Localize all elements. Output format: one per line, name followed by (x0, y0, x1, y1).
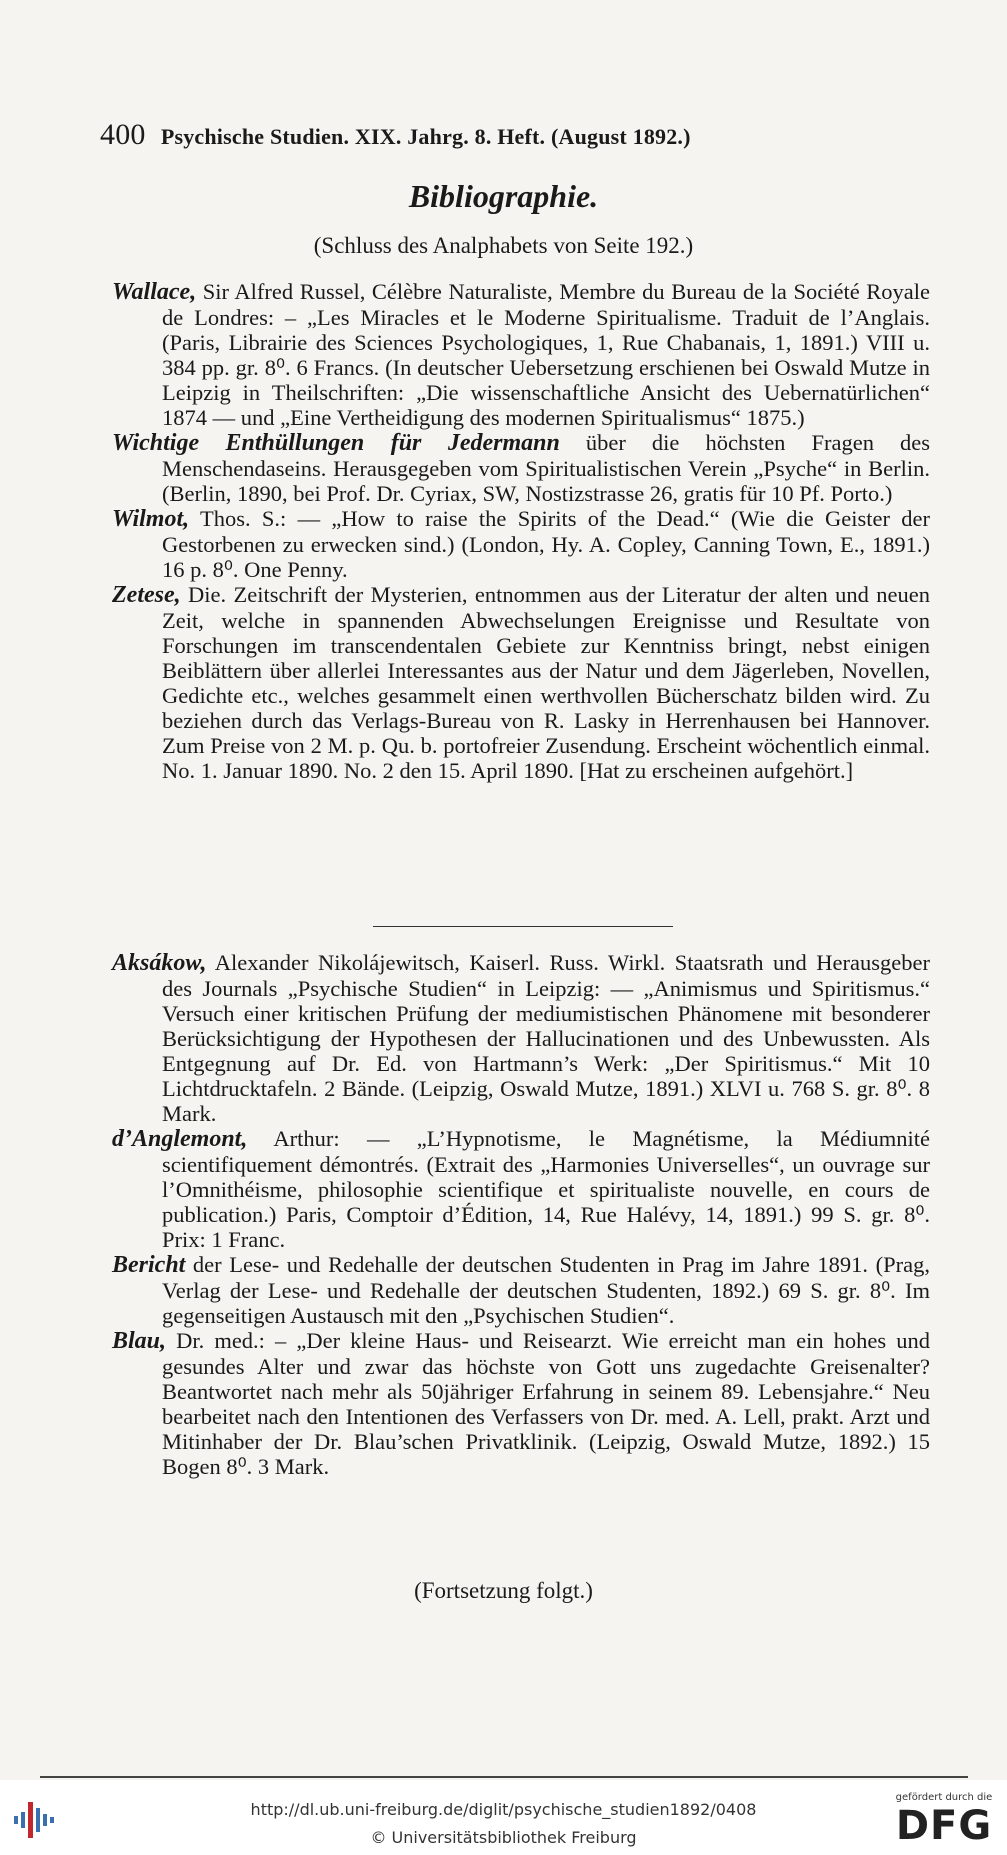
page-number: 400 (100, 118, 146, 151)
entry-text: Thos. S.: — „How to raise the Spirits of the Dead.“ (Wie die Geister der Gestorbenen zu erwecken sind.) (London, Hy. A. Copley, Canning Town, E., 1891.) 16 p. 8⁰. One Penny. (162, 506, 930, 582)
page-bottom-rule (40, 1776, 968, 1778)
entry-text: Arthur: — „L’Hypnotisme, le Magnétisme, la Médiumnité scientifiquement démontrés. (Extrait des „Harmonies Universelles“, un ouvrage sur l’Omnithéisme, philosophie scientifique et spiritualiste nouvelle, en cours de publication.) Paris, Comptoir d’Édition, 14, Rue Halévy, 14, 1891.) 99 S. gr. 8⁰. Prix: 1 Franc. (162, 1126, 930, 1252)
bibliography-list-part-2 (112, 950, 930, 1479)
entry-text: Sir Alfred Russel, Célèbre Naturaliste, Membre du Bureau de la Société Royale de Londres: – „Les Miracles et le Moderne Spiritualisme. Traduit de l’Anglais. (Paris, Librairie des Sciences Psychologiques, 1, Rue Chabanais, 1, 1891.) VIII u. 384 pp. gr. 8⁰. 6 Francs. (In deutscher Uebersetzung erschienen bei Oswald Mutze in Leipzig in Theilschriften: „Die wissenschaftliche Ansicht des Uebernatürlichen“ 1874 — und „Eine Vertheidigung des modernen Spiritualismus“ 1875.) (162, 279, 930, 430)
dfg-funding-note: gefördert durch die (895, 1792, 993, 1803)
entry-head: Wichtige Enthüllungen für Jedermann (112, 430, 560, 456)
bibliography-entry (112, 582, 930, 783)
entry-head: Blau, (112, 1328, 167, 1354)
dfg-badge (888, 1792, 1000, 1848)
entry-head: Wallace, (112, 279, 197, 305)
footer-bar (0, 1784, 1007, 1855)
entry-head: Wilmot, (112, 506, 190, 532)
entry-text: Die. Zeitschrift der Mysterien, entnommen aus der Literatur der alten und neuen Zeit, welche in spannenden Abwechselungen Ereignisse und Resultate von Forschungen im transcendentalen Gebiete zur Kenntniss bringt, nebst einigen Beiblättern über allerlei Interessantes aus der Natur und dem Jägerleben, Novellen, Gedichte etc., welches gesammelt einen werthvollen Bücherschatz bilden wird. Zu beziehen durch das Verlags-Bureau von R. Lasky in Herrenhausen bei Hannover. Zum Preise von 2 M. p. Qu. b. portofreier Zusendung. Erscheint wöchentlich einmal. No. 1. Januar 1890. No. 2 den 15. April 1890. [Hat zu erscheinen aufgehört.] (162, 582, 930, 783)
entry-text: Alexander Nikolájewitsch, Kaiserl. Russ. Wirkl. Staatsrath und Herausgeber des Journals „Psychische Studien“ in Leipzig: — „Animismus und Spiritismus.“ Versuch einer kritischen Prüfung der mediumistischen Phänomene mit besonderer Berücksichtigung der Hypothesen der Hallucinationen und des Unbewussten. Als Entgegnung auf Dr. Ed. von Hartmann’s Werk: „Der Spiritismus.“ Mit 10 Lichtdrucktafeln. 2 Bände. (Leipzig, Oswald Mutze, 1891.) XLVI u. 768 S. gr. 8⁰. 8 Mark. (162, 950, 930, 1126)
entry-text: Dr. med.: – „Der kleine Haus- und Reisearzt. Wie erreicht man ein hohes und gesundes Alter und zwar das höchste von Gott uns zugedachte Greisenalter? Beantwortet nach mehr als 50jähriger Erfahrung in seinem 89. Lebensjahre.“ Neu bearbeitet nach den Intentionen des Verfassers von Dr. med. A. Lell, prakt. Arzt und Mitinhaber der Dr. Blau’schen Privatklinik. (Leipzig, Oswald Mutze, 1892.) 15 Bogen 8⁰. 3 Mark. (162, 1328, 930, 1479)
section-divider (373, 926, 673, 927)
bibliography-entry (112, 506, 930, 582)
entry-head: d’Anglemont, (112, 1126, 248, 1152)
section-title: Bibliographie. (408, 178, 599, 214)
entry-head: Aksákow, (112, 950, 207, 976)
dfg-logo: DFG (895, 1803, 993, 1849)
source-url-link[interactable]: http://dl.ub.uni-freiburg.de/diglit/psychische_studien1892/0408 (250, 1800, 757, 1819)
entry-head: Zetese, (112, 582, 181, 608)
entry-head: Bericht (112, 1252, 186, 1278)
bibliography-entry (112, 1252, 930, 1328)
running-head: Psychische Studien. XIX. Jahrg. 8. Heft. (August 1892.) (160, 124, 691, 149)
bibliography-entry (112, 430, 930, 506)
bibliography-entry (112, 279, 930, 430)
page-header (100, 118, 880, 152)
bibliography-list-part-1 (112, 279, 930, 783)
bibliography-entry (112, 1126, 930, 1252)
bibliography-entry (112, 1328, 930, 1479)
bibliography-entry (112, 950, 930, 1126)
copyright-text: © Universitätsbibliothek Freiburg (370, 1828, 637, 1847)
entry-text: der Lese- und Redehalle der deutschen Studenten in Prag im Jahre 1891. (Prag, Verlag der Lese- und Redehalle der deutschen Studenten, 1892.) 69 S. gr. 8⁰. Im gegenseitigen Austausch mit den „Psychischen Studien“. (162, 1252, 930, 1328)
section-subtitle: (Schluss des Analphabets von Seite 192.) (313, 233, 694, 258)
entry-text: über die höchsten Fragen des Menschendaseins. Herausgegeben vom Spiritualistischen Verein „Psyche“ in Berlin. (Berlin, 1890, bei Prof. Dr. Cyriax, SW, Nostizstrasse 26, gratis für 10 Pf. Porto.) (162, 430, 931, 506)
continued-note: (Fortsetzung folgt.) (414, 1578, 593, 1603)
